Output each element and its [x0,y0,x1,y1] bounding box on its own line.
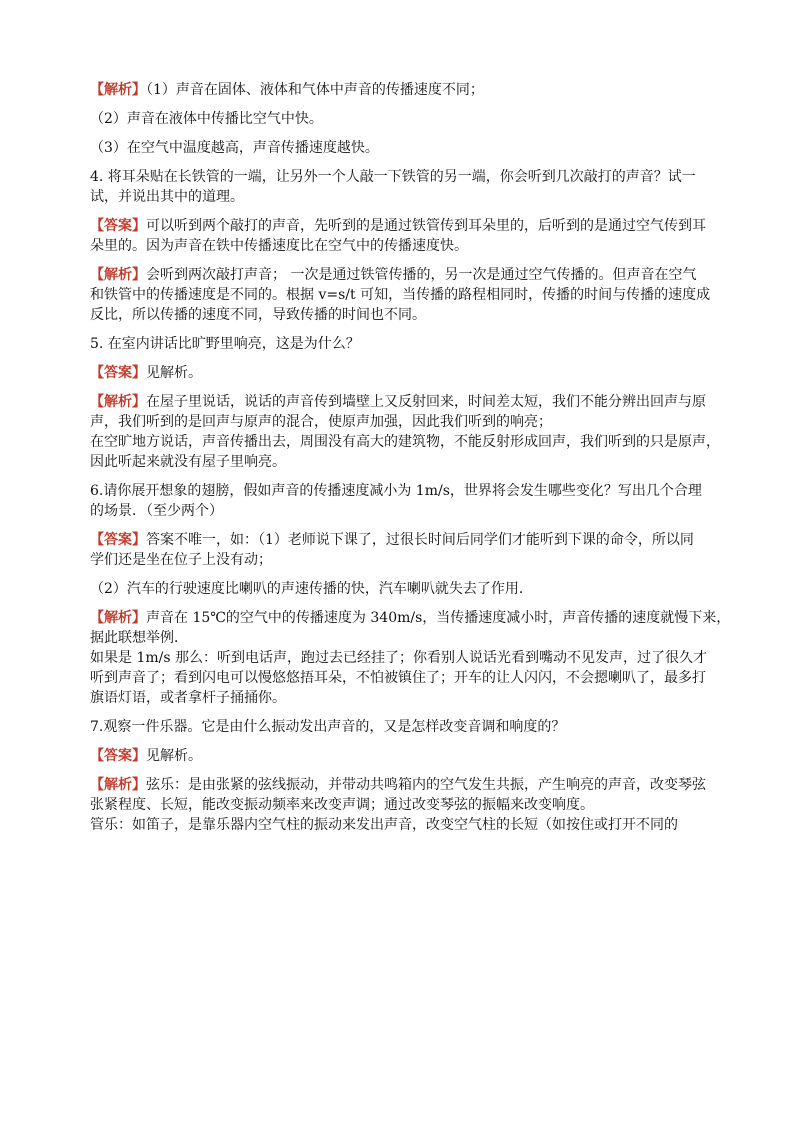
text-line [90,688,710,708]
text-line [90,501,710,521]
line-text: 弦乐：是由张紧的弦线振动，并带动共鸣箱内的空气发生共振，产生响亮的声音，改变琴弦 [146,777,706,793]
section-tag: 【解析】 [90,394,146,410]
text-line [90,305,710,325]
paragraph [90,216,710,256]
text-line [90,334,710,354]
text-line [90,648,710,668]
text-line [90,628,710,648]
line-text: 会听到两次敲打声音； 一次是通过铁管传播的，另一次是通过空气传播的。但声音在空气 [146,267,697,283]
line-text: 试，并说出其中的道理。 [90,189,244,205]
line-text: 在空旷地方说话，声音传播出去，周围没有高大的建筑物，不能反射形成回声，我们听到的只是原声， [90,434,720,450]
text-line [90,236,710,256]
text-line [90,717,710,737]
paragraph [90,265,710,325]
text-line [90,815,710,835]
paragraph [90,481,710,521]
text-line [90,363,710,383]
text-line [90,412,710,432]
line-text: 声音在 15℃的空气中的传播速度为 340m/s，当传播速度减小时，声音传播的速度就慢下来， [146,610,731,626]
line-text: 声，我们听到的是回声与原声的混合，使原声加强，因此我们听到的响亮； [90,414,552,430]
section-tag: 【答案】 [90,748,146,764]
line-text: 朵里的。因为声音在铁中传播速度比在空气中的传播速度快。 [90,238,468,254]
line-text: 管乐：如笛子，是靠乐器内空气柱的振动来发出声音，改变空气柱的长短（如按住或打开不同的 [90,817,678,833]
text-line [90,668,710,688]
line-text: （2）声音在液体中传播比空气中快。 [90,111,323,127]
section-tag: 【解析】 [90,610,146,626]
text-line [90,550,710,570]
paragraph [90,167,710,207]
paragraph [90,775,710,835]
line-text: 7.观察一件乐器。它是由什么振动发出声音的，又是怎样改变音调和响度的？ [90,719,566,735]
text-line [90,216,710,236]
line-text: 因此听起来就没有屋子里响亮。 [90,454,286,470]
line-text: 张紧程度、长短，能改变振动频率来改变声调；通过改变琴弦的振幅来改变响度。 [90,797,594,813]
text-line [90,167,710,187]
line-text: 和铁管中的传播速度是不同的。根据 v=s/t 可知，当传播的路程相同时，传播的时间与传播的速度成 [90,287,711,303]
line-text: 可以听到两个敲打的声音，先听到的是通过铁管传到耳朵里的，后听到的是通过空气传到耳 [146,218,706,234]
line-text: （1）声音在固体、液体和气体中声音的传播速度不同； [146,82,484,98]
text-line [90,579,710,599]
text-line [90,608,731,628]
text-line [90,80,710,100]
section-tag: 【解析】 [90,777,146,793]
section-tag: 【解析】 [90,267,146,283]
line-text: 如果是 1m/s 那么：听到电话声，跑过去已经挂了；你看别人说话光看到嘴动不见发声，过了很久才 [90,650,707,666]
line-text: 答案不唯一，如：（1）老师说下课了，过很长时间后同学们才能听到下课的命令，所以同 [146,532,694,548]
section-tag: 【解析】 [90,82,146,98]
paragraph [90,392,720,472]
line-text: 5. 在室内讲话比旷野里响亮，这是为什么？ [90,336,360,352]
text-line [90,775,710,795]
text-line [90,265,710,285]
paragraph [90,334,710,354]
line-text: 见解析。 [146,748,202,764]
line-text: （2）汽车的行驶速度比喇叭的声速传播的快，汽车喇叭就失去了作用． [90,581,533,597]
paragraph [90,608,731,708]
text-line [90,392,710,412]
paragraph [90,138,710,158]
line-text: 的场景．（至少两个） [90,503,223,519]
text-line [90,795,710,815]
paragraph [90,363,710,383]
paragraph [90,746,710,766]
line-text: 见解析。 [146,365,202,381]
line-text: 听到声音了；看到闪电可以慢悠悠捂耳朵，不怕被镇住了；开车的让人闪闪，不会摁喇叭了，最多打 [90,670,706,686]
line-text: 4. 将耳朵贴在长铁管的一端，让另外一个人敲一下铁管的另一端，你会听到几次敲打的声音？试一 [90,169,696,185]
text-line [90,432,720,452]
line-text: 在屋子里说话，说话的声音传到墙壁上又反射回来，时间差太短，我们不能分辨出回声与原 [146,394,706,410]
text-line [90,746,710,766]
text-line [90,452,710,472]
paragraph [90,109,710,129]
text-line [90,481,710,501]
line-text: 反比，所以传播的速度不同，导致传播的时间也不同。 [90,307,426,323]
line-text: 6.请你展开想象的翅膀，假如声音的传播速度减小为 1m/s，世界将会发生哪些变化？写出几个合理 [90,483,702,499]
text-line [90,187,710,207]
section-tag: 【答案】 [90,365,146,381]
line-text: （3）在空气中温度越高，声音传播速度越快。 [90,140,379,156]
text-line [90,109,710,129]
paragraph [90,717,710,737]
line-text: 据此联想举例． [90,630,188,646]
section-tag: 【答案】 [90,532,146,548]
text-line [90,285,710,305]
line-text: 旗语灯语，或者拿杆子捅捅你。 [90,690,286,706]
text-line [90,530,710,550]
paragraph [90,579,710,599]
section-tag: 【答案】 [90,218,146,234]
document-page [90,80,731,844]
line-text: 学们还是坐在位子上没有动； [90,552,272,568]
paragraph [90,530,710,570]
text-line [90,138,710,158]
paragraph [90,80,710,100]
